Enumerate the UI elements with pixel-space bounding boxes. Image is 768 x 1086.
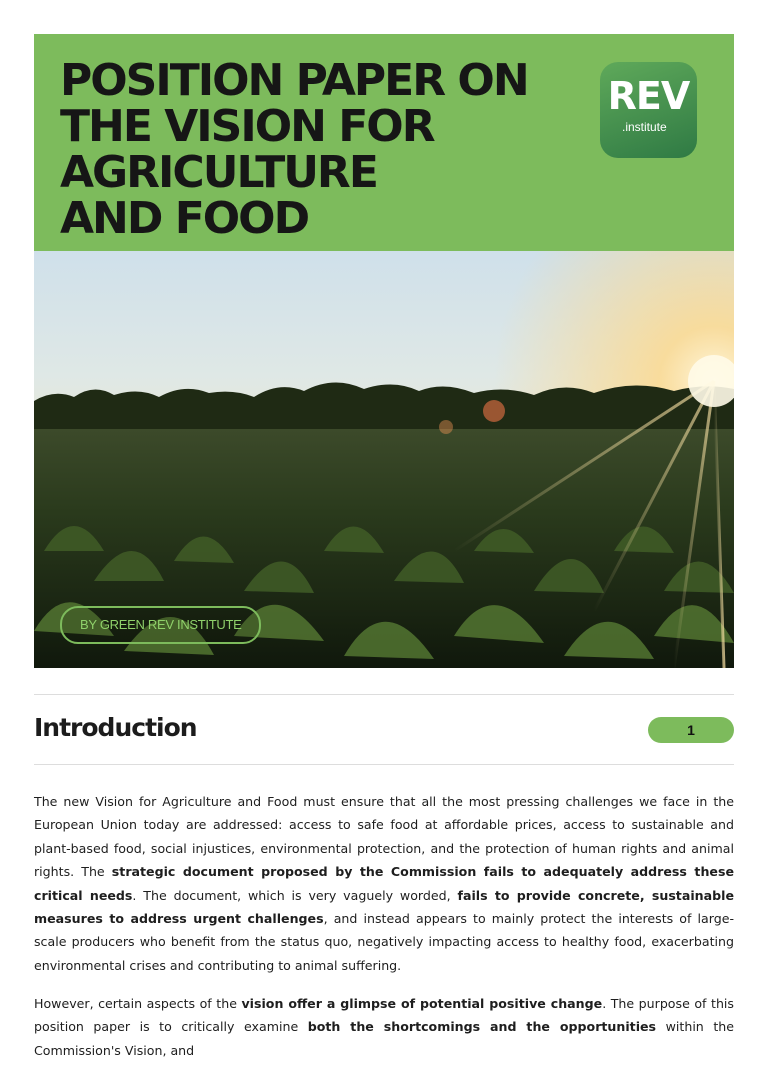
rev-institute-logo bbox=[600, 62, 697, 158]
title-line: AND FOOD bbox=[60, 193, 309, 244]
title-line: POSITION PAPER ON bbox=[60, 55, 528, 106]
document-title bbox=[60, 55, 580, 244]
page-number-badge: 1 bbox=[648, 717, 734, 743]
bold-text-run: vision offer a glimpse of potential positive change bbox=[241, 996, 603, 1011]
title-line: AGRICULTURE bbox=[60, 147, 377, 198]
logo-wordmark: REV bbox=[607, 74, 690, 118]
logo-subtext: .institute bbox=[622, 120, 667, 134]
divider bbox=[34, 764, 734, 765]
cornfield-sunset-photo bbox=[34, 251, 734, 668]
text-run: The new Vision for Agriculture and Food must ensure that all the most pressing challenges we face in the European Union today are addressed: access to safe food at affordable prices, access to sustainable and plant-based food, social injustices, environmental protection, and the protection of human rights and animal rights. The bbox=[34, 794, 734, 880]
bold-text-run: strategic document proposed by the Commission fails to adequately address these critical needs bbox=[34, 864, 734, 903]
title-line: THE VISION FOR bbox=[60, 101, 434, 152]
text-run: . The document, which is very vaguely worded, bbox=[132, 887, 458, 903]
text-run: , and instead appears to mainly protect the interests of large-scale producers who benefit from the status quo, negatively impacting access to healthy food, exacerbating environmental crises and contributing to animal suffering. bbox=[34, 911, 734, 973]
section-heading: Introduction bbox=[34, 713, 197, 742]
intro-paragraph-1 bbox=[34, 790, 734, 977]
divider bbox=[34, 694, 734, 695]
author-byline-badge: BY GREEN REV INSTITUTE bbox=[60, 606, 261, 644]
text-run: . The purpose of this position paper is to critically examine bbox=[34, 996, 734, 1035]
text-run: within the Commission's Vision, and bbox=[34, 1019, 734, 1058]
text-run: However, certain aspects of the bbox=[34, 996, 242, 1011]
bold-text-run: fails to provide concrete, sustainable measures to address urgent challenges bbox=[34, 887, 734, 927]
intro-paragraph-2 bbox=[34, 992, 734, 1062]
bold-text-run: both the shortcomings and the opportunities bbox=[307, 1019, 657, 1035]
title-banner bbox=[34, 34, 734, 251]
